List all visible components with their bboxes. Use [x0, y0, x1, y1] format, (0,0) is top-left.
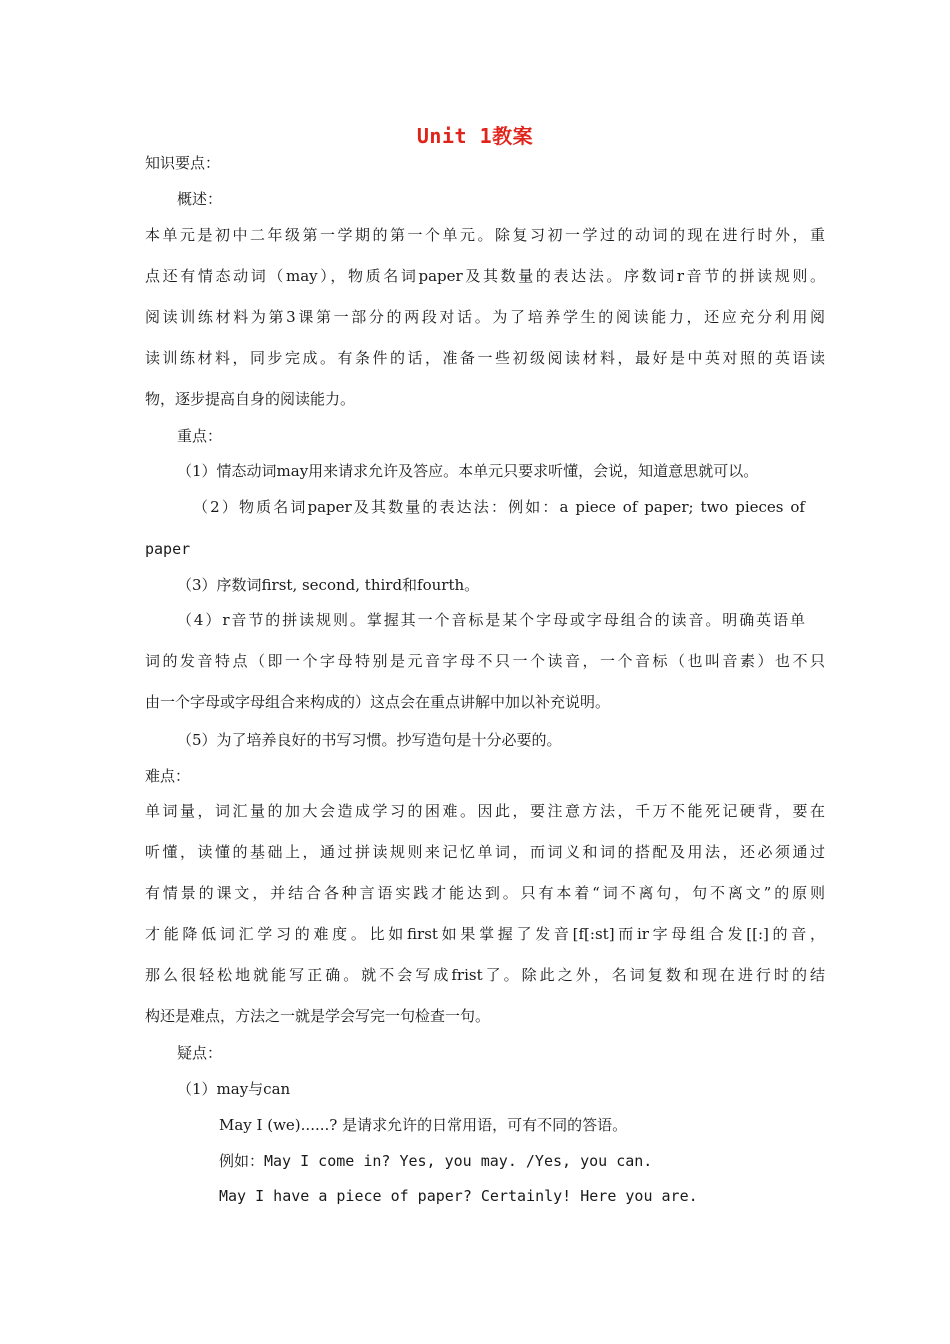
list-item: （4）r音节的拼读规则。掌握其一个音标是某个字母或字母组合的读音。明确英语单 [177, 611, 805, 629]
list-item-continuation: 词的发音特点（即一个字母特别是元音字母不只一个读音，一个音标（也叫音素）也不只 [145, 652, 825, 670]
paragraph-line: 那么很轻松地就能写正确。就不会写成frist了。除此之外，名词复数和现在进行时的结 [145, 966, 825, 984]
subheading-overview: 概述： [177, 190, 223, 208]
paragraph-line: 点还有情态动词（may），物质名词paper及其数量的表达法。序数词r音节的拼读规则。 [145, 267, 825, 285]
section-heading-key-points: 知识要点： [145, 154, 221, 172]
paragraph-line: 听懂，读懂的基础上，通过拼读规则来记忆单词，而词义和词的搭配及用法，还必须通过 [145, 843, 825, 861]
list-item: （1）may与can [177, 1080, 291, 1098]
paragraph-line: 阅读训练材料为第3课第一部分的两段对话。为了培养学生的阅读能力，还应充分利用阅 [145, 308, 825, 326]
list-item-continuation: paper [145, 540, 191, 558]
list-item: （2）物质名词paper及其数量的表达法：例如：a piece of paper; two pieces of [193, 498, 805, 516]
paragraph-line: 读训练材料，同步完成。有条件的话，准备一些初级阅读材料，最好是中英对照的英语读 [145, 349, 825, 367]
list-item: （1）情态动词may用来请求允许及答应。本单元只要求听懂，会说，知道意思就可以。 [177, 462, 759, 480]
section-heading-difficulties: 难点： [145, 767, 191, 785]
subheading-focus: 重点： [177, 427, 223, 445]
list-item: （5）为了培养良好的书写习惯。抄写造句是十分必要的。 [177, 731, 562, 749]
example-line: 例如：May I come in? Yes, you may. /Yes, you can. [219, 1152, 653, 1170]
paragraph-line: 单词量，词汇量的加大会造成学习的困难。因此，要注意方法，千万不能死记硬背，要在 [145, 802, 825, 820]
paragraph-line: 构还是难点，方法之一就是学会写完一句检查一句。 [145, 1007, 491, 1025]
paragraph-line: 才能降低词汇学习的难度。比如first如果掌握了发音[f[:st]而ir字母组合发[[:]的音， [145, 925, 825, 943]
paragraph-line: 有情景的课文，并结合各种言语实践才能达到。只有本着“词不离句，句不离文”的原则 [145, 884, 825, 902]
subheading-doubts: 疑点： [177, 1044, 223, 1062]
example-line: May I (we)......? 是请求允许的日常用语，可有不同的答语。 [219, 1116, 628, 1134]
list-item-continuation: 由一个字母或字母组合来构成的）这点会在重点讲解中加以补充说明。 [145, 693, 611, 711]
paragraph-line: 本单元是初中二年级第一学期的第一个单元。除复习初一学过的动词的现在进行时外，重 [145, 226, 825, 244]
example-line: May I have a piece of paper? Certainly! Here you are. [219, 1187, 698, 1205]
document-title: Unit 1教案 [416, 124, 534, 148]
list-item: （3）序数词first, second, third和fourth。 [177, 576, 480, 594]
paragraph-line: 物，逐步提高自身的阅读能力。 [145, 390, 356, 408]
